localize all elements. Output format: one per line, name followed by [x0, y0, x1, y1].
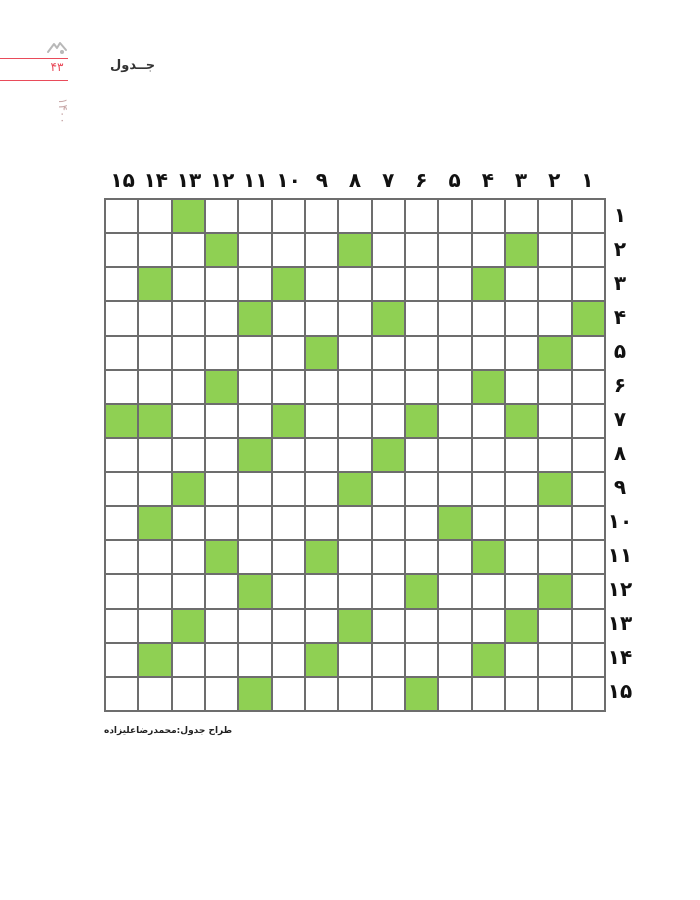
letter-cell[interactable] [406, 302, 437, 334]
letter-cell[interactable] [373, 610, 404, 642]
row-number: ۱۲ [607, 577, 633, 601]
letter-cell[interactable] [339, 337, 370, 369]
letter-cell[interactable] [573, 268, 604, 300]
letter-cell[interactable] [373, 473, 404, 505]
crossword-grid [104, 198, 606, 712]
blocked-cell [339, 610, 370, 642]
column-number: ۶ [415, 168, 428, 192]
letter-cell[interactable] [573, 439, 604, 471]
blocked-cell [539, 473, 570, 505]
column-number: ۵ [448, 168, 461, 192]
row-number: ۱۵ [607, 679, 633, 703]
letter-cell[interactable] [306, 507, 337, 539]
letter-cell[interactable] [539, 302, 570, 334]
letter-cell[interactable] [139, 302, 170, 334]
letter-cell[interactable] [439, 200, 470, 232]
letter-cell[interactable] [339, 268, 370, 300]
column-number: ۸ [348, 168, 362, 192]
column-number: ۷ [382, 168, 395, 192]
blocked-cell [373, 439, 404, 471]
letter-cell[interactable] [173, 678, 204, 710]
letter-cell[interactable] [239, 610, 270, 642]
letter-cell[interactable] [573, 678, 604, 710]
letter-cell[interactable] [273, 644, 304, 676]
letter-cell[interactable] [306, 371, 337, 403]
letter-cell[interactable] [573, 337, 604, 369]
letter-cell[interactable] [206, 302, 237, 334]
letter-cell[interactable] [439, 678, 470, 710]
blocked-cell [439, 507, 470, 539]
letter-cell[interactable] [439, 268, 470, 300]
letter-cell[interactable] [139, 371, 170, 403]
letter-cell[interactable] [106, 541, 137, 573]
blocked-cell [173, 473, 204, 505]
blocked-cell [306, 337, 337, 369]
letter-cell[interactable] [106, 268, 137, 300]
letter-cell[interactable] [239, 541, 270, 573]
letter-cell[interactable] [239, 337, 270, 369]
letter-cell[interactable] [139, 575, 170, 607]
letter-cell[interactable] [539, 234, 570, 266]
letter-cell[interactable] [373, 371, 404, 403]
letter-cell[interactable] [406, 541, 437, 573]
blocked-cell [506, 405, 537, 437]
letter-cell[interactable] [373, 644, 404, 676]
letter-cell[interactable] [273, 439, 304, 471]
letter-cell[interactable] [206, 268, 237, 300]
letter-cell[interactable] [406, 268, 437, 300]
letter-cell[interactable] [573, 473, 604, 505]
letter-cell[interactable] [206, 200, 237, 232]
column-number: ۱۵ [110, 168, 135, 192]
letter-cell[interactable] [106, 234, 137, 266]
letter-cell[interactable] [373, 200, 404, 232]
letter-cell[interactable] [173, 439, 204, 471]
letter-cell[interactable] [206, 439, 237, 471]
letter-cell[interactable] [439, 337, 470, 369]
letter-cell[interactable] [506, 439, 537, 471]
blocked-cell [406, 678, 437, 710]
letter-cell[interactable] [373, 507, 404, 539]
letter-cell[interactable] [339, 507, 370, 539]
letter-cell[interactable] [206, 507, 237, 539]
column-number: ۱۱ [243, 168, 268, 192]
letter-cell[interactable] [573, 644, 604, 676]
letter-cell[interactable] [406, 439, 437, 471]
letter-cell[interactable] [106, 200, 137, 232]
letter-cell[interactable] [173, 405, 204, 437]
letter-cell[interactable] [339, 575, 370, 607]
letter-cell[interactable] [439, 405, 470, 437]
letter-cell[interactable] [339, 302, 370, 334]
blocked-cell [273, 268, 304, 300]
column-number: ۱۴ [143, 168, 168, 192]
row-number: ۵ [613, 339, 627, 363]
letter-cell[interactable] [106, 371, 137, 403]
letter-cell[interactable] [106, 507, 137, 539]
column-header-row [104, 168, 604, 196]
blocked-cell [539, 575, 570, 607]
letter-cell[interactable] [539, 610, 570, 642]
row-number: ۷ [613, 407, 627, 431]
letter-cell[interactable] [373, 337, 404, 369]
letter-cell[interactable] [506, 268, 537, 300]
letter-cell[interactable] [473, 439, 504, 471]
letter-cell[interactable] [239, 507, 270, 539]
designer-credit: طراح جدول:محمدرضاعلیزاده [104, 726, 233, 736]
letter-cell[interactable] [439, 541, 470, 573]
blocked-cell [373, 302, 404, 334]
blocked-cell [173, 610, 204, 642]
letter-cell[interactable] [573, 405, 604, 437]
letter-cell[interactable] [306, 610, 337, 642]
letter-cell[interactable] [439, 439, 470, 471]
column-number: ۹ [315, 168, 328, 192]
letter-cell[interactable] [373, 575, 404, 607]
blocked-cell [239, 439, 270, 471]
letter-cell[interactable] [273, 200, 304, 232]
letter-cell[interactable] [206, 610, 237, 642]
letter-cell[interactable] [539, 644, 570, 676]
letter-cell[interactable] [173, 644, 204, 676]
blocked-cell [339, 473, 370, 505]
row-header-column [606, 198, 636, 708]
blocked-cell [506, 234, 537, 266]
letter-cell[interactable] [473, 200, 504, 232]
magazine-logo-icon [46, 40, 68, 56]
letter-cell[interactable] [539, 507, 570, 539]
row-number: ۱۱ [607, 543, 633, 567]
letter-cell[interactable] [273, 371, 304, 403]
letter-cell[interactable] [173, 268, 204, 300]
letter-cell[interactable] [439, 234, 470, 266]
column-number: ۳ [514, 168, 528, 192]
blocked-cell [573, 302, 604, 334]
letter-cell[interactable] [139, 200, 170, 232]
letter-cell[interactable] [506, 644, 537, 676]
row-number: ۴ [613, 305, 627, 329]
column-number: ۴ [481, 168, 494, 192]
letter-cell[interactable] [506, 541, 537, 573]
letter-cell[interactable] [206, 678, 237, 710]
letter-cell[interactable] [339, 405, 370, 437]
letter-cell[interactable] [573, 371, 604, 403]
letter-cell[interactable] [306, 405, 337, 437]
letter-cell[interactable] [106, 678, 137, 710]
letter-cell[interactable] [506, 200, 537, 232]
letter-cell[interactable] [573, 575, 604, 607]
letter-cell[interactable] [539, 541, 570, 573]
letter-cell[interactable] [506, 507, 537, 539]
letter-cell[interactable] [273, 541, 304, 573]
letter-cell[interactable] [473, 575, 504, 607]
row-number: ۲ [613, 237, 627, 261]
row-number: ۱۴ [607, 645, 633, 669]
column-number: ۱۰ [276, 168, 301, 192]
letter-cell[interactable] [406, 371, 437, 403]
row-number: ۸ [613, 441, 627, 465]
blocked-cell [206, 234, 237, 266]
letter-cell[interactable] [406, 507, 437, 539]
letter-cell[interactable] [406, 337, 437, 369]
column-number: ۲ [548, 168, 561, 192]
letter-cell[interactable] [339, 678, 370, 710]
letter-cell[interactable] [373, 541, 404, 573]
page-number: ۴۳ [50, 60, 64, 74]
letter-cell[interactable] [539, 268, 570, 300]
letter-cell[interactable] [573, 200, 604, 232]
blocked-cell [139, 268, 170, 300]
letter-cell[interactable] [539, 405, 570, 437]
letter-cell[interactable] [306, 473, 337, 505]
letter-cell[interactable] [306, 234, 337, 266]
blocked-cell [139, 644, 170, 676]
letter-cell[interactable] [139, 541, 170, 573]
letter-cell[interactable] [406, 473, 437, 505]
letter-cell[interactable] [339, 541, 370, 573]
letter-cell[interactable] [139, 610, 170, 642]
letter-cell[interactable] [306, 678, 337, 710]
letter-cell[interactable] [439, 302, 470, 334]
letter-cell[interactable] [173, 302, 204, 334]
letter-cell[interactable] [106, 473, 137, 505]
letter-cell[interactable] [539, 371, 570, 403]
row-number: ۳ [613, 271, 627, 295]
blocked-cell [539, 337, 570, 369]
blocked-cell [206, 371, 237, 403]
issue-year-label: ۱۴۰۰ [56, 98, 70, 124]
blocked-cell [173, 200, 204, 232]
letter-cell[interactable] [106, 302, 137, 334]
letter-cell[interactable] [473, 473, 504, 505]
letter-cell[interactable] [239, 234, 270, 266]
letter-cell[interactable] [306, 268, 337, 300]
letter-cell[interactable] [139, 234, 170, 266]
letter-cell[interactable] [106, 644, 137, 676]
letter-cell[interactable] [106, 610, 137, 642]
letter-cell[interactable] [573, 610, 604, 642]
letter-cell[interactable] [473, 610, 504, 642]
letter-cell[interactable] [273, 678, 304, 710]
letter-cell[interactable] [239, 405, 270, 437]
letter-cell[interactable] [106, 337, 137, 369]
letter-cell[interactable] [206, 337, 237, 369]
letter-cell[interactable] [273, 302, 304, 334]
blocked-cell [406, 405, 437, 437]
letter-cell[interactable] [273, 473, 304, 505]
row-number: ۹ [613, 475, 627, 499]
letter-cell[interactable] [473, 678, 504, 710]
column-number: ۱۳ [176, 168, 202, 192]
letter-cell[interactable] [139, 439, 170, 471]
header-rule-bottom [0, 80, 68, 81]
blocked-cell [239, 302, 270, 334]
letter-cell[interactable] [173, 541, 204, 573]
letter-cell[interactable] [539, 439, 570, 471]
letter-cell[interactable] [206, 575, 237, 607]
letter-cell[interactable] [339, 200, 370, 232]
blocked-cell [273, 405, 304, 437]
letter-cell[interactable] [206, 473, 237, 505]
column-number: ۱ [581, 168, 594, 192]
letter-cell[interactable] [373, 268, 404, 300]
letter-cell[interactable] [306, 575, 337, 607]
blocked-cell [206, 541, 237, 573]
letter-cell[interactable] [106, 439, 137, 471]
letter-cell[interactable] [406, 234, 437, 266]
letter-cell[interactable] [239, 644, 270, 676]
letter-cell[interactable] [206, 405, 237, 437]
letter-cell[interactable] [273, 575, 304, 607]
letter-cell[interactable] [439, 575, 470, 607]
blocked-cell [339, 234, 370, 266]
letter-cell[interactable] [473, 507, 504, 539]
letter-cell[interactable] [539, 678, 570, 710]
letter-cell[interactable] [306, 439, 337, 471]
letter-cell[interactable] [139, 337, 170, 369]
row-number: ۱ [613, 203, 627, 227]
letter-cell[interactable] [206, 644, 237, 676]
letter-cell[interactable] [239, 371, 270, 403]
letter-cell[interactable] [273, 234, 304, 266]
letter-cell[interactable] [239, 473, 270, 505]
letter-cell[interactable] [239, 268, 270, 300]
letter-cell[interactable] [273, 507, 304, 539]
row-number: ۱۳ [607, 611, 633, 635]
letter-cell[interactable] [173, 371, 204, 403]
letter-cell[interactable] [573, 541, 604, 573]
letter-cell[interactable] [406, 200, 437, 232]
column-number: ۱۲ [209, 168, 235, 192]
letter-cell[interactable] [273, 337, 304, 369]
blocked-cell [239, 678, 270, 710]
letter-cell[interactable] [373, 405, 404, 437]
blocked-cell [306, 644, 337, 676]
letter-cell[interactable] [339, 439, 370, 471]
letter-cell[interactable] [539, 200, 570, 232]
row-number: ۶ [613, 373, 627, 397]
letter-cell[interactable] [506, 302, 537, 334]
letter-cell[interactable] [139, 678, 170, 710]
letter-cell[interactable] [473, 337, 504, 369]
letter-cell[interactable] [406, 644, 437, 676]
letter-cell[interactable] [139, 473, 170, 505]
blocked-cell [139, 405, 170, 437]
letter-cell[interactable] [506, 473, 537, 505]
blocked-cell [473, 371, 504, 403]
letter-cell[interactable] [339, 371, 370, 403]
letter-cell[interactable] [173, 234, 204, 266]
blocked-cell [506, 610, 537, 642]
blocked-cell [139, 507, 170, 539]
row-number: ۱۰ [607, 509, 633, 533]
letter-cell[interactable] [306, 302, 337, 334]
blocked-cell [473, 644, 504, 676]
letter-cell[interactable] [306, 200, 337, 232]
blocked-cell [106, 405, 137, 437]
letter-cell[interactable] [573, 234, 604, 266]
letter-cell[interactable] [173, 507, 204, 539]
header-rule-top [0, 58, 68, 59]
letter-cell[interactable] [373, 234, 404, 266]
blocked-cell [473, 268, 504, 300]
letter-cell[interactable] [439, 644, 470, 676]
letter-cell[interactable] [273, 610, 304, 642]
blocked-cell [473, 541, 504, 573]
letter-cell[interactable] [439, 473, 470, 505]
letter-cell[interactable] [473, 234, 504, 266]
letter-cell[interactable] [439, 610, 470, 642]
letter-cell[interactable] [373, 678, 404, 710]
letter-cell[interactable] [173, 337, 204, 369]
letter-cell[interactable] [506, 337, 537, 369]
blocked-cell [306, 541, 337, 573]
letter-cell[interactable] [406, 610, 437, 642]
letter-cell[interactable] [106, 575, 137, 607]
letter-cell[interactable] [473, 302, 504, 334]
letter-cell[interactable] [506, 678, 537, 710]
letter-cell[interactable] [339, 644, 370, 676]
letter-cell[interactable] [573, 507, 604, 539]
letter-cell[interactable] [439, 371, 470, 403]
letter-cell[interactable] [173, 575, 204, 607]
letter-cell[interactable] [239, 200, 270, 232]
section-title: جــدول [110, 58, 156, 73]
letter-cell[interactable] [506, 575, 537, 607]
letter-cell[interactable] [473, 405, 504, 437]
blocked-cell [406, 575, 437, 607]
blocked-cell [239, 575, 270, 607]
letter-cell[interactable] [506, 371, 537, 403]
